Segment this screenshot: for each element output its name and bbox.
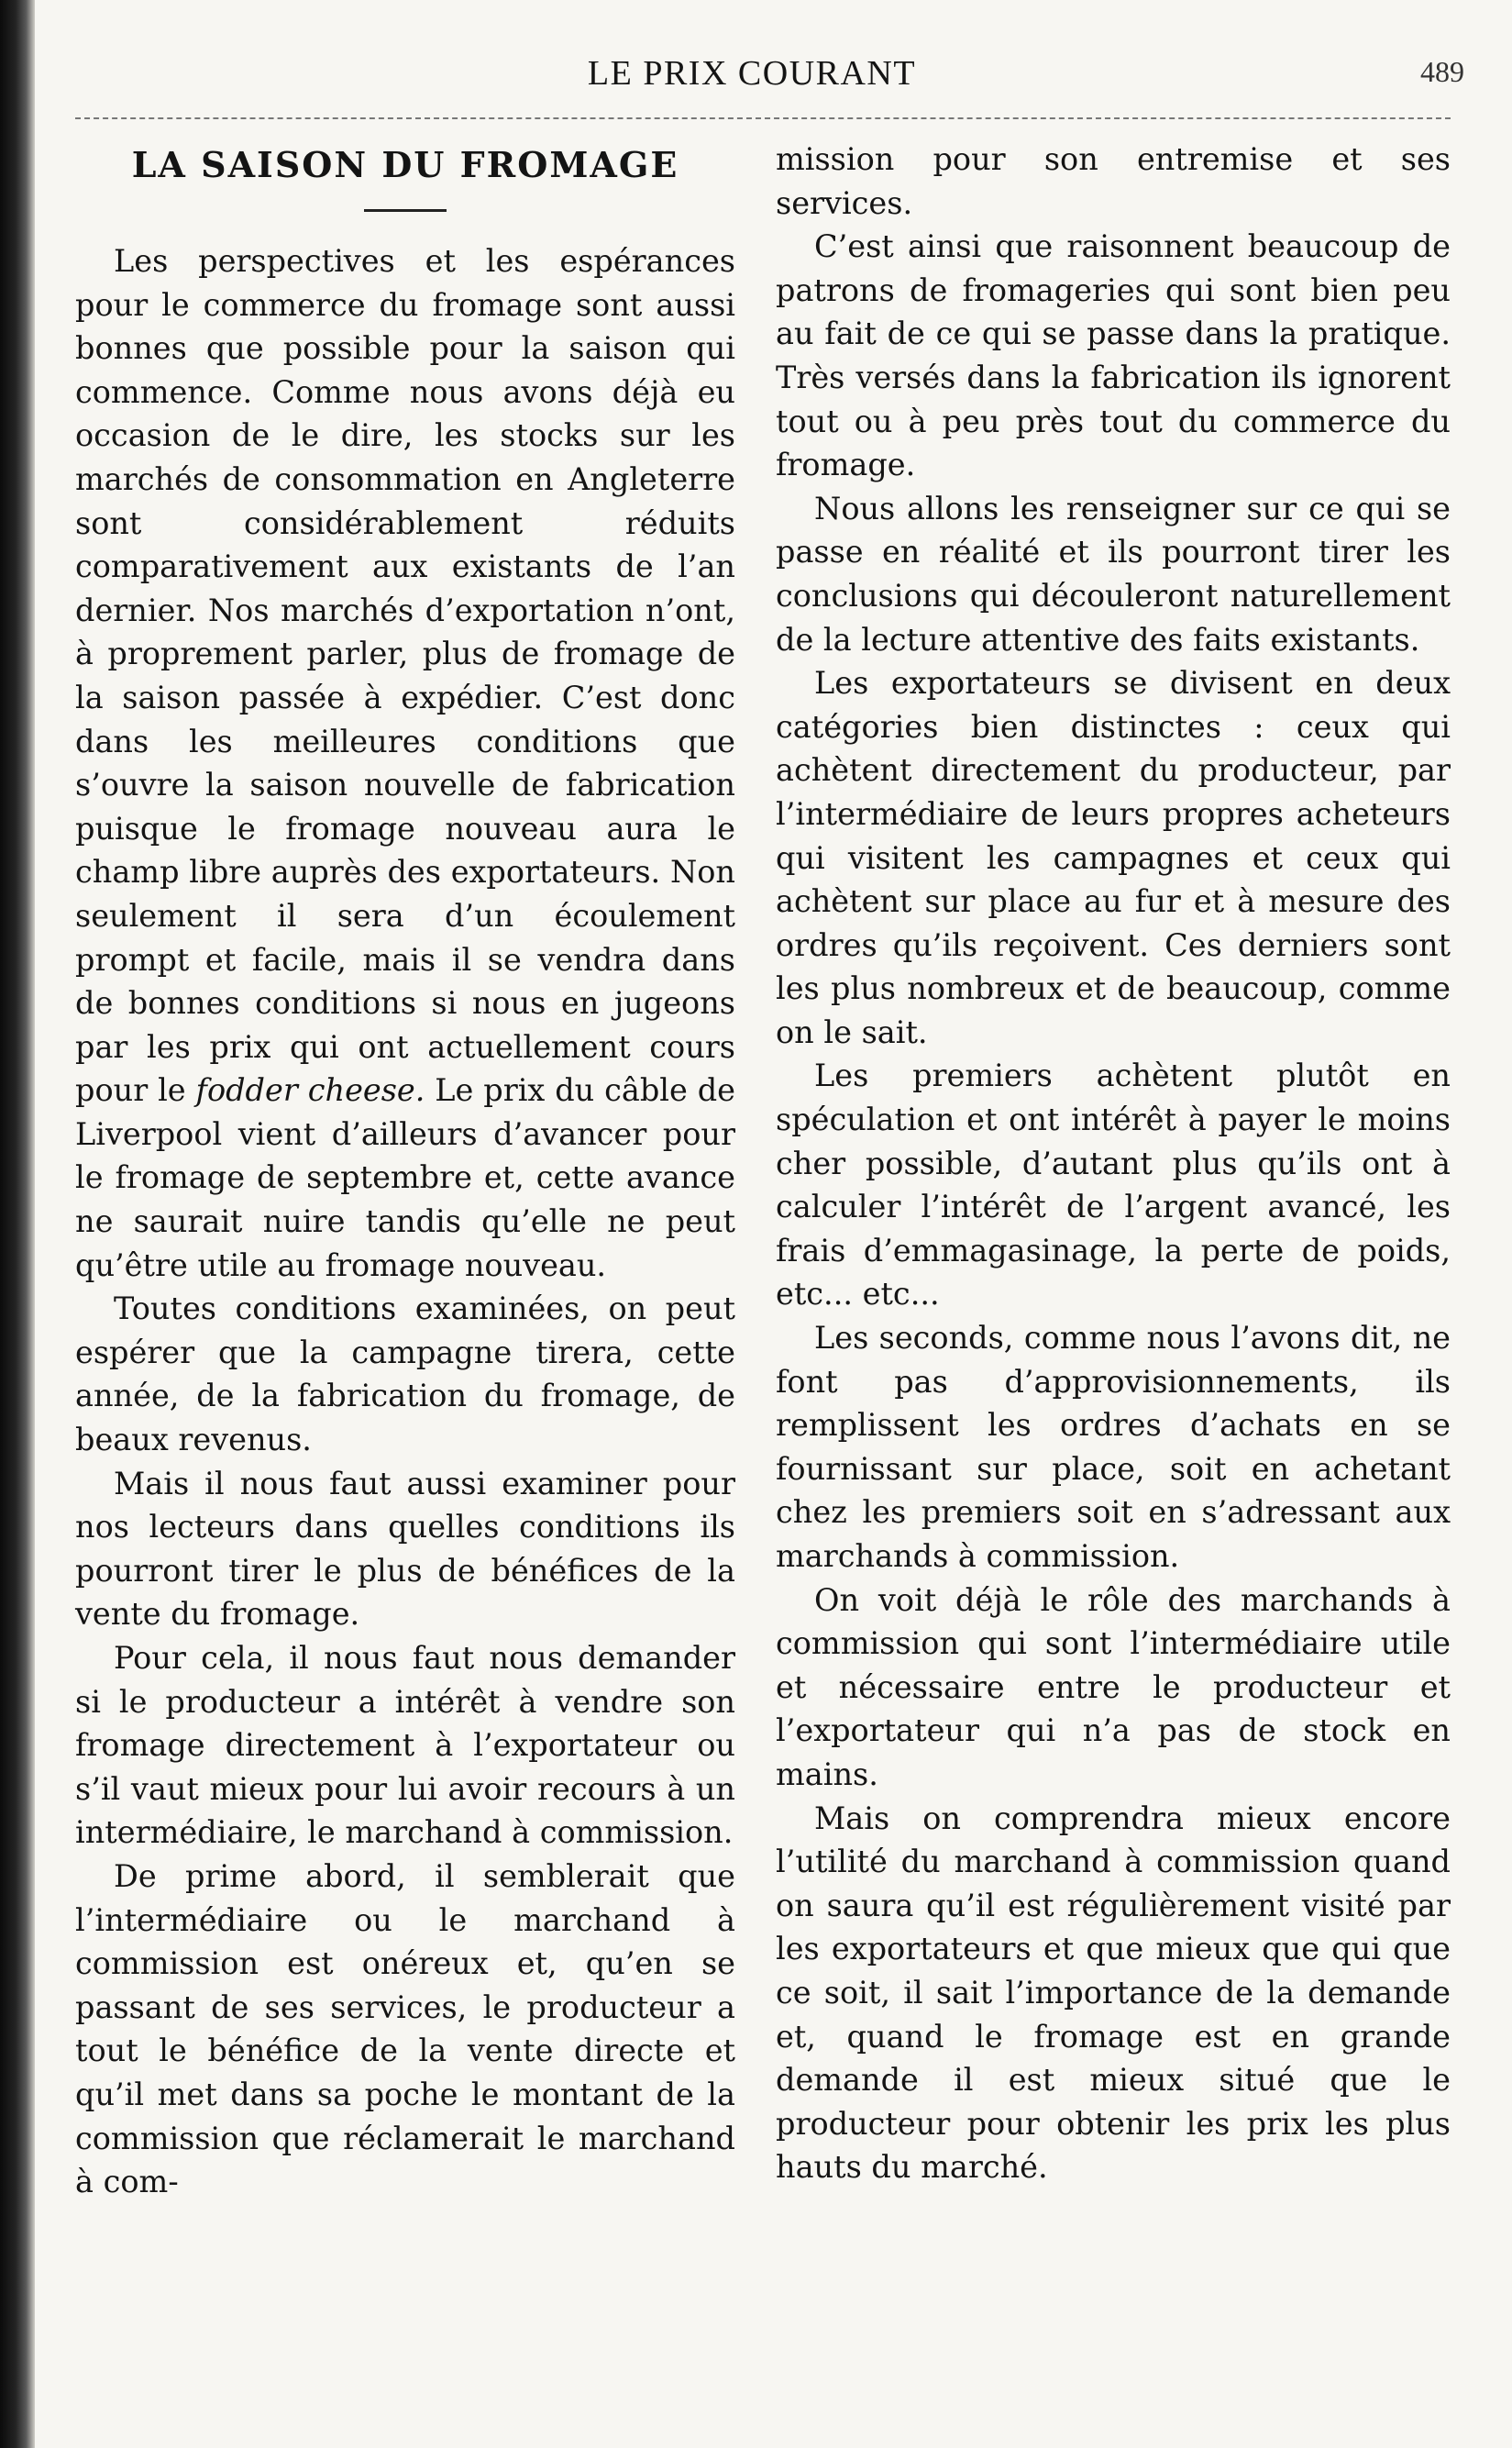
paragraph-continuation: mission pour son entremise et ses services. <box>776 141 1451 221</box>
article-title: LA SAISON DU FROMAGE <box>131 144 679 185</box>
paragraph: De prime abord, il semblerait que l’intermédiaire ou le marchand à commission est onéreux et, qu’en se passant de ses services, le producteur a tout le bénéfice de la vente directe et qu’il met dans sa poche le montant de la commission que réclamerait le marchand à com- <box>75 1857 735 2200</box>
paragraph: Pour cela, il nous faut nous demander si le producteur a intérêt à vendre son fromage directement à l’exportateur ou s’il vaut mieux pour lui avoir recours à un intermédiaire, le marchand à commission. <box>75 1640 735 1851</box>
page-number: 489 <box>1420 55 1464 88</box>
paragraph <box>75 239 735 1287</box>
title-rule <box>364 209 447 212</box>
paragraph: Nous allons les renseigner sur ce qui se passe en réalité et ils pourront tirer les conclusions qui découleront naturellement de la lecture attentive des faits existants. <box>776 490 1451 658</box>
paragraph-text: Les perspectives et les espérances pour le commerce du fromage sont aussi bonnes que possible pour la saison qui commence. Comme nous avons déjà eu occasion de le dire, les stocks sur les marchés de consommation en Angleterre sont considérablement réduits comparativement aux existants de l’an dernier. Nos marchés d’exportation n’ont, à proprement parler, plus de fromage de la saison passée à expédier. C’est donc dans les meilleures conditions que s’ouvre la saison nouvelle de fabrication puisque le fromage nouveau aura le champ libre auprès des exportateurs. Non seulement il sera d’un écoulement prompt et facile, mais il se vendra dans de bonnes conditions si nous en jugeons par les prix qui ont actuellement cours pour le <box>75 243 735 1109</box>
header-rule <box>75 117 1451 119</box>
fodder-cheese-phrase: fodder cheese. <box>195 1072 425 1109</box>
book-binding-shadow <box>0 0 35 2448</box>
paragraph: Les seconds, comme nous l’avons dit, ne font pas d’approvisionnements, ils remplissent les ordres d’achats en se fournissant sur place, soit en achetant chez les premiers soit en s’adressant aux marchands à commission. <box>776 1320 1451 1574</box>
paragraph: Mais il nous faut aussi examiner pour nos lecteurs dans quelles conditions ils pourront tirer le plus de bénéfices de la vente du fromage. <box>75 1465 735 1633</box>
paragraph: Les premiers achètent plutôt en spéculation et ont intérêt à payer le moins cher possible, d’autant plus qu’ils ont à calculer l’intérêt de l’argent avancé, les frais d’emmagasinage, la perte de poids, etc... etc... <box>776 1058 1451 1313</box>
paragraph: On voit déjà le rôle des marchands à commission qui sont l’intermédiaire utile et nécessaire entre le producteur et l’exportateur qui n’a pas de stock en mains. <box>776 1581 1451 1792</box>
left-column <box>75 138 735 2204</box>
right-column <box>776 138 1451 2189</box>
paragraph: Toutes conditions examinées, on peut espérer que la campagne tirera, cette année, de la fabrication du fromage, de beaux revenus. <box>75 1290 735 1458</box>
paragraph: C’est ainsi que raisonnent beaucoup de patrons de fromageries qui sont bien peu au fait de ce qui se passe dans la pratique. Très versés dans la fabrication ils ignorent tout ou à peu près tout du commerce du fromage. <box>776 228 1451 483</box>
paragraph-text: Le prix du câble de Liverpool vient d’ailleurs d’avancer pour le fromage de septembre et, cette avance ne saurait nuire tandis qu’elle ne peut qu’être utile au fromage nouveau. <box>75 1072 736 1283</box>
paragraph: Mais on comprendra mieux encore l’utilité du marchand à commission quand on saura qu’il est régulièrement visité par les exportateurs et que mieux que qui que ce soit, il sait l’importance de la demande et, quand le fromage est en grande demande il est mieux situé que le producteur pour obtenir les prix les plus hauts du marché. <box>776 1800 1451 2186</box>
running-title: LE PRIX COURANT <box>587 54 917 93</box>
paragraph: Les exportateurs se divisent en deux catégories bien distinctes : ceux qui achètent directement du producteur, par l’intermédiaire de leurs propres acheteurs qui visitent les campagnes et ceux qui achètent sur place au fur et à mesure des ordres qu’ils reçoivent. Ces derniers sont les plus nombreux et de beaucoup, comme on le sait. <box>776 665 1451 1050</box>
